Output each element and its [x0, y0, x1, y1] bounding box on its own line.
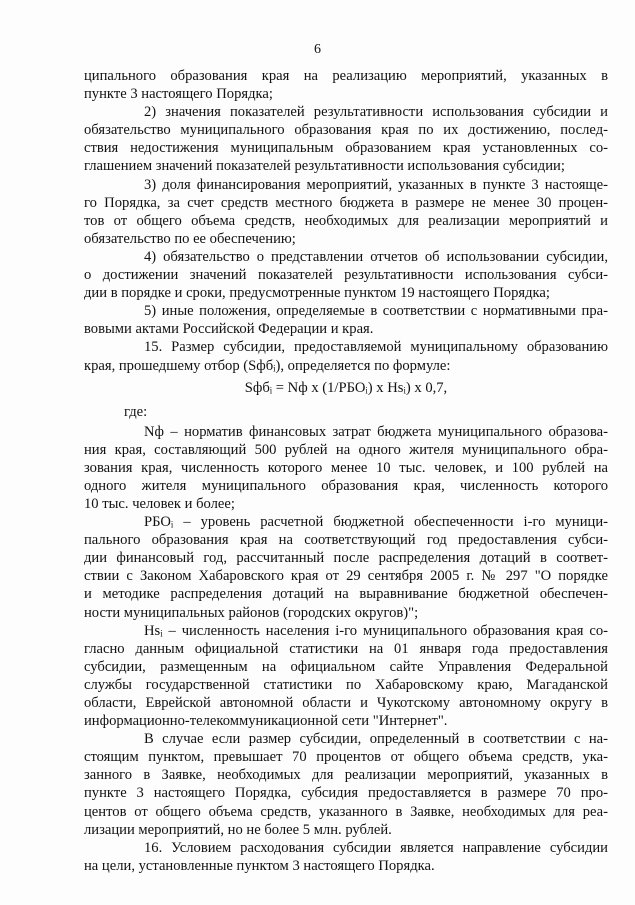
text-line: где: [124, 403, 148, 420]
text-line: ния края, составляющий 500 рублей на одного жителя муниципального обра- [84, 441, 608, 458]
text-line: информационно-телекоммуникационной сети "Интернет". [84, 713, 448, 730]
text-line: 10 тыс. человек и более; [84, 495, 235, 512]
document-body [84, 67, 608, 875]
text-line: субсидии, размещенным на официальном сайте Управления Федеральной [84, 658, 608, 675]
text-line: занного в Заявке, необходимых для реализации мероприятий, указанных в [84, 767, 608, 784]
text-line: тов от общего объема средств, необходимых для реализации мероприятий и [84, 212, 608, 229]
text-line: зования края, численность которого менее 10 тыс. человек, и 100 рублей на [84, 459, 608, 476]
text-line: ности муниципальных районов (городских округов)"; [84, 604, 419, 621]
text-line: обязательство по ее обеспечению; [84, 230, 296, 247]
text-line: одного жителя муниципального образования края, численность которого [84, 477, 608, 494]
text-line: области, Еврейской автономной области и Чукотскому автономному округу в [84, 695, 608, 711]
text-line: на цели, установленные пунктом 3 настоящего Порядка. [84, 857, 435, 874]
text-line: ствии с Законом Хабаровского края от 29 сентября 2005 г. № 297 "О порядке [84, 568, 608, 585]
text-line: 2) значения показателей результативности использования субсидии и [144, 104, 608, 121]
text-line: центов от общего объема средств, указанного в Заявке, необходимых для реа- [84, 803, 608, 820]
text-line: края, прошедшему отбор (Sфбᵢ), определяется по формуле: [84, 357, 451, 374]
text-line: 4) обязательство о представлении отчетов об использовании субсидии, [144, 248, 608, 265]
text-line: дии финансовый год, рассчитанный после распределения дотаций в соответ- [84, 550, 608, 567]
text-line: РБОᵢ – уровень расчетной бюджетной обеспеченности i-го муници- [144, 514, 608, 531]
text-line: го Порядка, за счет средств местного бюджета в размере не менее 30 процен- [84, 194, 608, 211]
text-line: 5) иные положения, определяемые в соответствии с нормативными пра- [144, 303, 608, 320]
text-line: 16. Условием расходования субсидии является направление субсидии [144, 839, 608, 856]
text-line: 3) доля финансирования мероприятий, указанных в пункте 3 настояще- [144, 176, 608, 193]
page-number: 6 [314, 42, 321, 57]
text-line: пального образования края на соответствующий год предоставления субси- [84, 532, 608, 549]
text-line: вовыми актами Российской Федерации и края. [84, 321, 374, 338]
text-line: о достижении значений показателей результативности использования субси- [84, 267, 608, 284]
text-line: и методике распределения дотаций на выравнивание бюджетной обеспечен- [84, 586, 608, 603]
text-line: лизации мероприятий, но не более 5 млн. рублей. [84, 821, 392, 838]
text-line: В случае если размер субсидии, определенный в соответствии с на- [144, 731, 608, 748]
text-line: дии в порядке и сроки, предусмотренные пунктом 19 настоящего Порядка; [84, 285, 550, 302]
text-line: 15. Размер субсидии, предоставляемой муниципальному образованию [144, 339, 608, 356]
text-line: пункте 3 настоящего Порядка, субсидия предоставляется в размере 70 про- [84, 785, 608, 802]
text-line: глашением значений показателей результативности использования субсидии; [84, 158, 565, 175]
text-line: гласно данным официальной статистики на 01 января года предоставления [84, 640, 608, 657]
text-line: Sфбᵢ = Nф x (1/РБОᵢ) x Hsᵢ) x 0,7, [244, 379, 448, 396]
text-line: Hsᵢ – численность населения i-го муниципального образования края со- [144, 622, 608, 639]
text-line: обязательство муниципального образования края по их достижению, послед- [84, 122, 608, 139]
text-line: пункте 3 настоящего Порядка; [84, 86, 273, 103]
text-line: Nф – норматив финансовых затрат бюджета муниципального образова- [144, 423, 608, 440]
text-line: ствия недостижения муниципальным образованием края установленных со- [84, 140, 608, 157]
text-line: службы государственной статистики по Хабаровскому краю, Магаданской [84, 676, 608, 693]
text-line: стоящим пунктом, превышает 70 процентов от общего объема средств, ука- [84, 749, 608, 766]
text-line: ципального образования края на реализацию мероприятий, указанных в [84, 68, 608, 84]
